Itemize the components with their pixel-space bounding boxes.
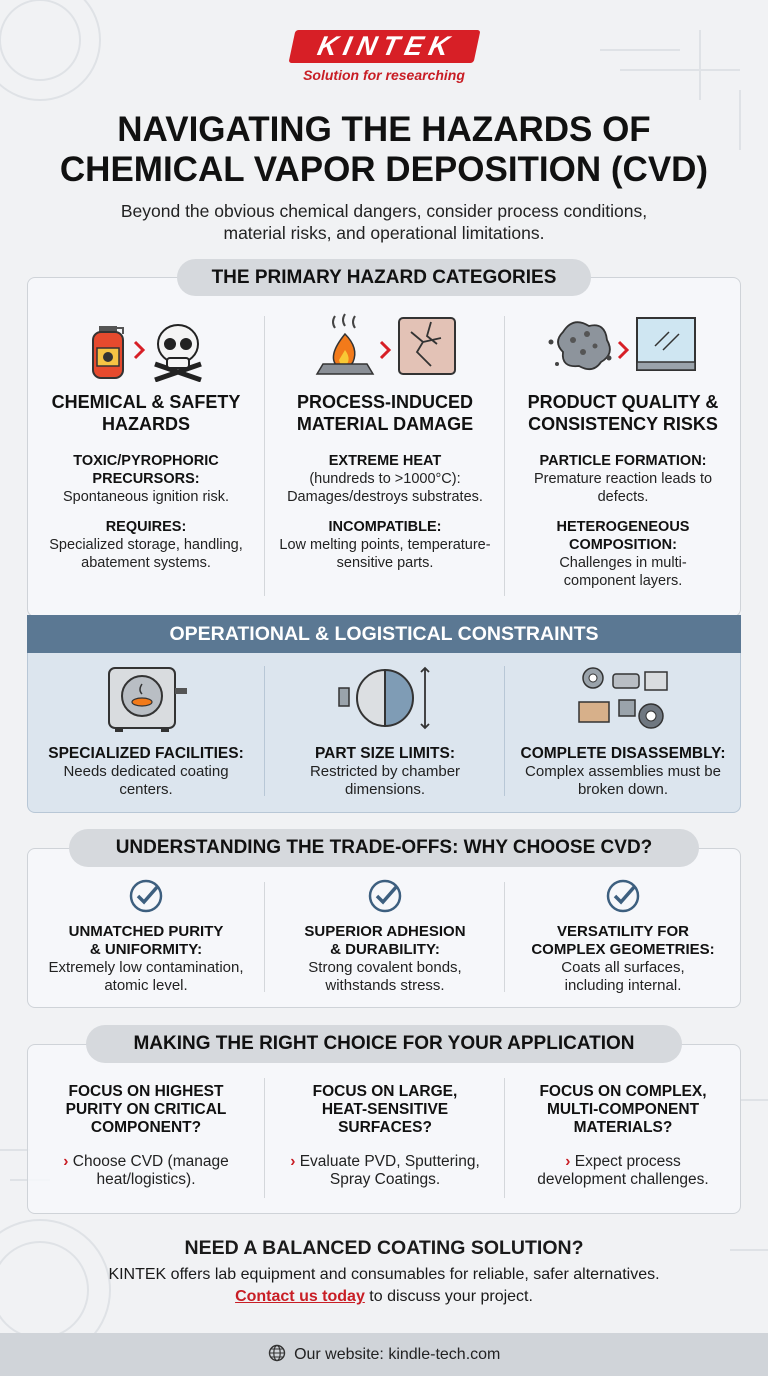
choice-complex-materials <box>508 1083 738 1189</box>
tradeoffs-heading: UNDERSTANDING THE TRADE-OFFS: WHY CHOOSE CVD? <box>69 829 699 867</box>
item-text: (hundreds to >1000°C): Damages/destroys substrates. <box>287 471 483 505</box>
tradeoff-heading: & UNIFORMITY: <box>89 941 203 958</box>
choice-question: FOCUS ON LARGE, HEAT-SENSITIVE SURFACES? <box>312 1083 458 1136</box>
contact-link[interactable]: Contact us today <box>235 1288 365 1305</box>
item-text: Premature reaction leads to defects. <box>533 471 713 505</box>
item-text: Needs dedicated coating centers. <box>63 763 229 798</box>
cracked-surface-icon <box>399 318 455 374</box>
item-heading: PART SIZE LIMITS: <box>314 745 456 762</box>
primary-hazards-heading: THE PRIMARY HAZARD CATEGORIES <box>177 259 591 296</box>
checkmark-circle-icon <box>128 878 164 914</box>
chevron-right-icon: › <box>565 1153 571 1170</box>
hazard-column-quality <box>508 312 738 590</box>
tradeoff-heading: UNMATCHED PURITY <box>68 923 224 940</box>
page-title: NAVIGATING THE HAZARDS OF CHEMICAL VAPOR DEPOSITION (CVD) <box>59 110 709 189</box>
item-text: Specialized storage, handling, abatement systems. <box>49 537 243 571</box>
skull-crossbones-icon <box>155 325 201 380</box>
item-text: Spontaneous ignition risk. <box>62 489 230 505</box>
glass-layer-icon <box>637 318 695 370</box>
heat-flame-icon <box>317 314 373 374</box>
hazard-column-chemical <box>30 312 262 572</box>
chevron-right-icon: › <box>63 1153 69 1170</box>
operational-column-facilities <box>30 664 262 799</box>
tradeoff-text: Strong covalent bonds, withstands stress. <box>308 959 462 994</box>
choice-large-surfaces <box>268 1083 502 1189</box>
item-heading: REQUIRES: <box>105 519 187 535</box>
particle-cluster-icon <box>549 322 612 369</box>
brand-logo: KINTEK <box>288 30 480 63</box>
checkmark-circle-icon <box>605 878 641 914</box>
item-heading: INCOMPATIBLE: <box>328 519 442 535</box>
cta-block <box>20 1236 748 1308</box>
operational-column-size <box>268 664 502 799</box>
choice-heading: MAKING THE RIGHT CHOICE FOR YOUR APPLICATION <box>86 1025 682 1063</box>
category-title: PROCESS-INDUCED MATERIAL DAMAGE <box>296 392 474 434</box>
quality-risk-icons <box>543 312 703 382</box>
tradeoff-heading: & DURABILITY: <box>330 941 440 958</box>
item-text: Restricted by chamber dimensions. <box>309 763 461 798</box>
choice-answer: › Evaluate PVD, Sputtering, Spray Coatings. <box>290 1153 480 1188</box>
hazard-column-process <box>268 312 502 572</box>
checkmark-circle-icon <box>367 878 403 914</box>
operational-column-disassembly <box>508 664 738 799</box>
process-damage-icons <box>305 312 465 382</box>
page-subtitle: Beyond the obvious chemical dangers, consider process conditions, material risks, and operational limitations. <box>120 201 648 243</box>
tradeoff-adhesion <box>268 878 502 995</box>
cta-heading: NEED A BALANCED COATING SOLUTION? <box>184 1237 584 1259</box>
tradeoff-heading: SUPERIOR ADHESION <box>304 923 466 940</box>
chemical-hazard-icons <box>71 312 221 382</box>
chamber-size-icon <box>335 664 435 734</box>
category-title: CHEMICAL & SAFETY HAZARDS <box>51 392 241 434</box>
choice-question: FOCUS ON HIGHEST PURITY ON CRITICAL COMPONENT? <box>65 1083 227 1136</box>
tradeoff-heading: VERSATILITY FOR <box>557 923 689 940</box>
choice-answer: › Expect process development challenges. <box>537 1153 709 1188</box>
category-title: PRODUCT QUALITY & CONSISTENCY RISKS <box>527 392 719 434</box>
coating-chamber-icon <box>101 664 191 734</box>
globe-icon <box>268 1344 286 1362</box>
item-heading: COMPLETE DISASSEMBLY: <box>520 745 726 762</box>
tradeoff-heading: COMPLEX GEOMETRIES: <box>531 941 715 958</box>
disassembled-parts-icon <box>573 664 673 734</box>
gas-cylinder-icon <box>93 326 123 378</box>
item-heading: EXTREME HEAT <box>328 453 442 469</box>
item-text: Complex assemblies must be broken down. <box>525 763 721 798</box>
operational-heading: OPERATIONAL & LOGISTICAL CONSTRAINTS <box>27 615 741 653</box>
brand-tagline: Solution for researching <box>303 67 465 83</box>
website-link[interactable]: Our website: kindle-tech.com <box>294 1346 501 1363</box>
brand-header <box>0 30 768 83</box>
choice-purity <box>30 1083 262 1189</box>
cta-line2: Contact us today to discuss your project. <box>235 1288 533 1305</box>
tradeoff-text: Extremely low contamination, atomic level. <box>48 959 244 994</box>
item-text: Challenges in multi-component layers. <box>559 555 687 589</box>
item-text: Low melting points, temperature-sensitive parts. <box>279 537 491 571</box>
tradeoff-text: Coats all surfaces, including internal. <box>561 959 685 994</box>
item-heading: PARTICLE FORMATION: <box>539 453 707 469</box>
item-heading: SPECIALIZED FACILITIES: <box>48 745 244 762</box>
tradeoff-versatility <box>508 878 738 995</box>
chevron-right-icon: › <box>290 1153 296 1170</box>
item-heading: HETEROGENEOUS COMPOSITION: <box>556 519 690 553</box>
cta-text: KINTEK offers lab equipment and consumables for reliable, safer alternatives. <box>108 1266 660 1283</box>
choice-question: FOCUS ON COMPLEX, MULTI-COMPONENT MATERIALS? <box>539 1083 707 1136</box>
choice-answer: › Choose CVD (manage heat/logistics). <box>63 1153 229 1188</box>
footer-bar <box>0 1333 768 1376</box>
tradeoff-purity <box>30 878 262 995</box>
item-heading: TOXIC/PYROPHORIC PRECURSORS: <box>73 453 219 487</box>
